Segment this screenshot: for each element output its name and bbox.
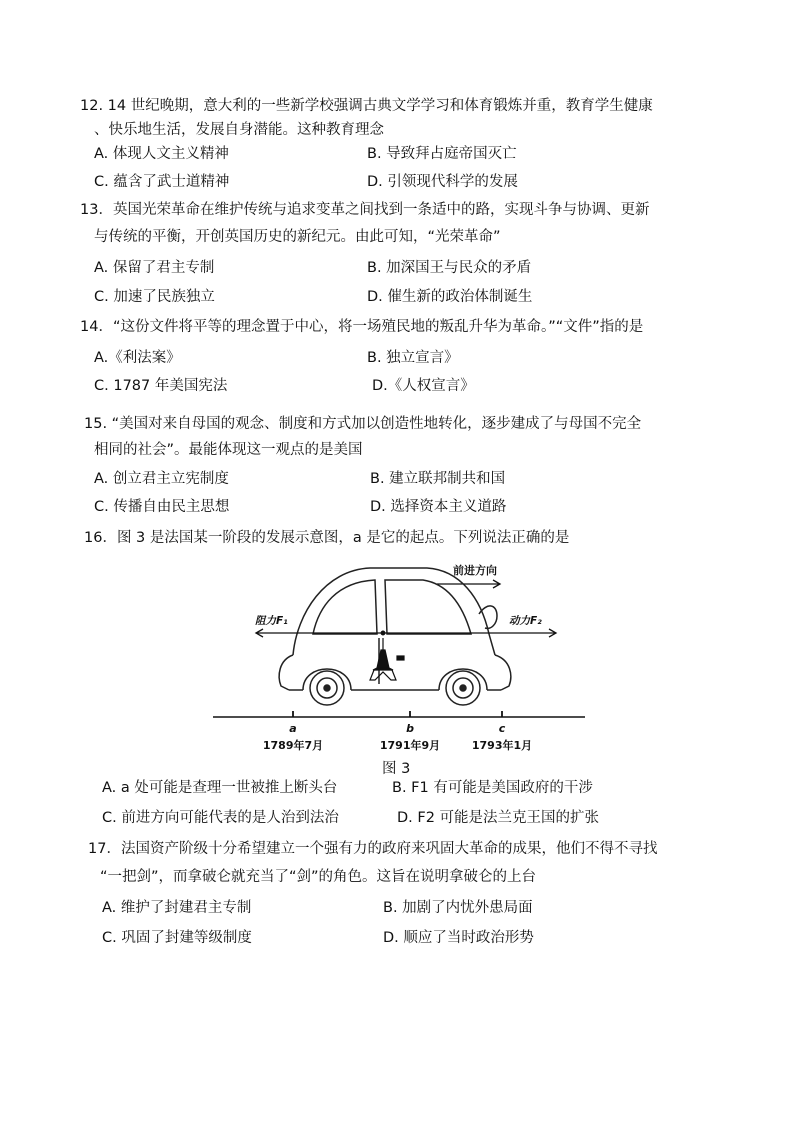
q17-stem-line2: “一把剑”，而拿破仑就充当了“剑”的角色。这旨在说明拿破仑的上台: [100, 869, 537, 885]
figure-3-car-diagram: [205, 558, 595, 758]
forward-direction-label: 前进方向: [453, 564, 497, 577]
q12-stem-line1: 12. 14 世纪晚期，意大利的一些新学校强调古典文学学习和体育锻炼并重，教育学生健康: [80, 98, 653, 114]
q17-option-d: D. 顺应了当时政治形势: [383, 930, 534, 946]
q14-option-b: B. 独立宣言》: [367, 350, 459, 366]
q17-option-c: C. 巩固了封建等级制度: [102, 930, 252, 946]
resistance-label: 阻力F₁: [255, 615, 288, 627]
q15-option-c: C. 传播自由民主思想: [94, 499, 230, 515]
q13-option-a: A. 保留了君主专制: [94, 260, 215, 276]
q12-option-b: B. 导致拜占庭帝国灭亡: [367, 146, 517, 162]
q16-option-c: C. 前进方向可能代表的是人治到法治: [102, 810, 339, 826]
q13-option-b: B. 加深国王与民众的矛盾: [367, 260, 532, 276]
q13-option-d: D. 催生新的政治体制诞生: [367, 289, 533, 305]
point-a-letter: a: [289, 722, 297, 735]
q15-stem-line2: 相同的社会”。最能体现这一观点的是美国: [94, 442, 363, 458]
q13-stem-line2: 与传统的平衡，开创英国历史的新纪元。由此可知，“光荣革命”: [94, 229, 501, 245]
eiffel-tower-icon: [370, 638, 404, 680]
q14-option-a: A.《利法案》: [94, 350, 181, 366]
point-b-date: 1791年9月: [379, 739, 441, 752]
q13-stem-line1: 13．英国光荣革命在维护传统与追求变革之间找到一条适中的路，实现斗争与协调、更新: [80, 202, 650, 218]
q12-option-c: C. 蕴含了武士道精神: [94, 174, 230, 190]
q12-option-d: D. 引领现代科学的发展: [367, 174, 518, 190]
driving-force-label: 动力F₂: [509, 615, 542, 627]
q14-stem-line1: 14．“这份文件将平等的理念置于中心，将一场殖民地的叛乱升华为革命。”“文件”指的是: [80, 319, 644, 335]
q16-option-b: B. F1 有可能是美国政府的干涉: [392, 780, 593, 796]
car-icon: [279, 568, 511, 705]
q12-option-a: A. 体现人文主义精神: [94, 146, 229, 162]
q15-option-a: A. 创立君主立宪制度: [94, 471, 229, 487]
point-b-letter: b: [406, 722, 414, 735]
q16-stem-line1: 16．图 3 是法国某一阶段的发展示意图，a 是它的起点。下列说法正确的是: [84, 530, 570, 546]
point-a-date: 1789年7月: [262, 739, 324, 752]
q16-option-a: A. a 处可能是查理一世被推上断头台: [102, 780, 338, 796]
q15-stem-line1: 15. “美国对来自母国的观念、制度和方式加以创造性地转化，逐步建成了与母国不完全: [84, 416, 642, 432]
q14-option-c: C. 1787 年美国宪法: [94, 378, 228, 394]
q15-option-b: B. 建立联邦制共和国: [370, 471, 506, 487]
q16-option-d: D. F2 可能是法兰克王国的扩张: [397, 810, 600, 826]
point-c-date: 1793年1月: [471, 739, 533, 752]
q14-option-d: D.《人权宣言》: [372, 378, 475, 394]
q15-option-d: D. 选择资本主义道路: [370, 499, 507, 515]
figure-3-caption: 图 3: [382, 761, 411, 777]
force-line: [256, 629, 556, 637]
q12-stem-line2: 、快乐地生活，发展自身潜能。这种教育理念: [94, 122, 384, 138]
q17-option-a: A. 维护了封建君主专制: [102, 900, 252, 916]
q13-option-c: C. 加速了民族独立: [94, 289, 215, 305]
point-c-letter: c: [498, 722, 506, 735]
q17-stem-line1: 17．法国资产阶级十分希望建立一个强有力的政府来巩固大革命的成果，他们不得不寻找: [88, 841, 658, 857]
forward-arrow-icon: [437, 580, 500, 588]
q17-option-b: B. 加剧了内忧外患局面: [383, 900, 533, 916]
